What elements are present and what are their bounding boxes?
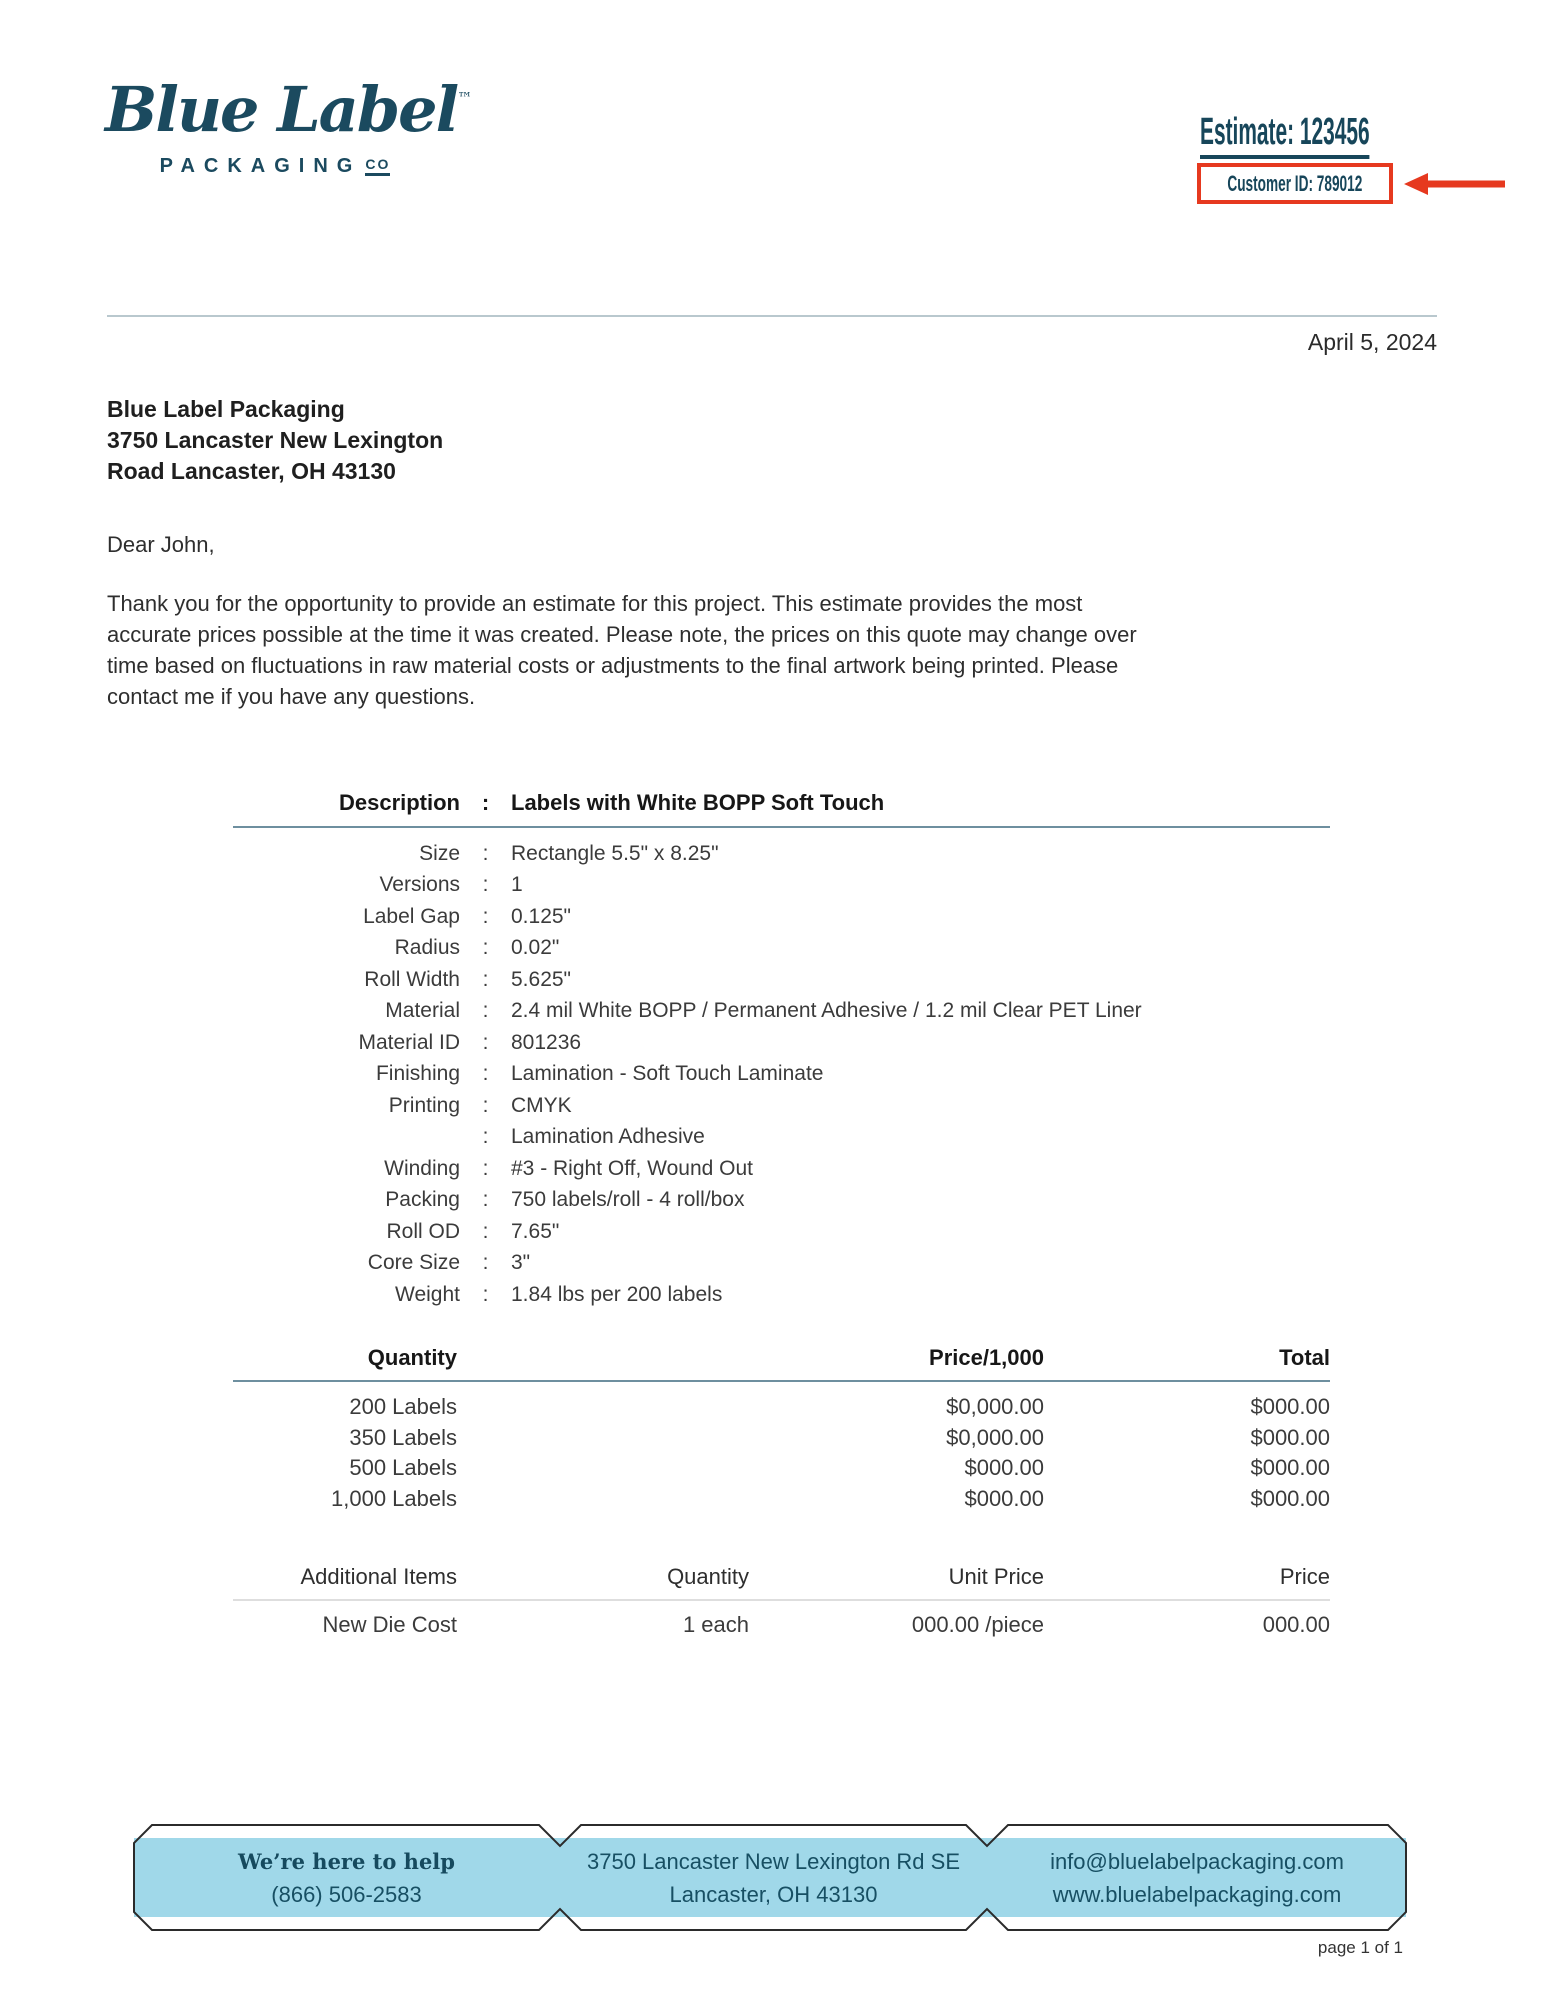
spec-value: #3 - Right Off, Wound Out bbox=[511, 1156, 754, 1180]
pricing-total: $000.00 bbox=[1250, 1424, 1330, 1450]
spec-value: 801236 bbox=[511, 1030, 582, 1054]
pricing-price: $000.00 bbox=[964, 1455, 1044, 1481]
recipient-address-line: Road Lancaster, OH 43130 bbox=[107, 458, 396, 484]
spec-value: 750 labels/roll - 4 roll/box bbox=[511, 1188, 745, 1212]
pricing-total: $000.00 bbox=[1250, 1455, 1330, 1481]
spec-row bbox=[233, 870, 1330, 902]
spec-label: Roll OD bbox=[386, 1219, 460, 1243]
additional-item-unit-price: 000.00 /piece bbox=[911, 1612, 1044, 1637]
footer-help-section bbox=[133, 1845, 560, 1911]
letter-body-line: time based on fluctuations in raw material costs or adjustments to the final artwork being printed. Please bbox=[107, 653, 1119, 678]
footer-address-line1: 3750 Lancaster New Lexington Rd SE bbox=[586, 1849, 960, 1874]
footer-email: info@bluelabelpackaging.com bbox=[1050, 1849, 1344, 1874]
spec-separator: : bbox=[482, 936, 489, 960]
pricing-row bbox=[233, 1453, 1330, 1484]
recipient-address-line: 3750 Lancaster New Lexington bbox=[107, 427, 444, 453]
pricing-total: $000.00 bbox=[1250, 1485, 1330, 1511]
estimate-number-heading bbox=[1200, 112, 1508, 159]
spec-separator: : bbox=[482, 967, 489, 991]
footer-phone: (866) 506-2583 bbox=[271, 1882, 422, 1907]
pricing-quantity: 1,000 Labels bbox=[331, 1485, 457, 1511]
spec-separator: : bbox=[482, 841, 489, 865]
document-date: April 5, 2024 bbox=[1307, 329, 1437, 355]
spec-separator: : bbox=[482, 1062, 489, 1086]
spec-row bbox=[233, 1185, 1330, 1217]
additional-header-price: Price bbox=[1279, 1564, 1330, 1589]
footer-address-section bbox=[560, 1845, 987, 1911]
spec-separator: : bbox=[482, 1188, 489, 1212]
highlight-arrow-icon bbox=[1404, 172, 1505, 196]
spec-label: Radius bbox=[394, 936, 460, 960]
spec-value: 3" bbox=[511, 1251, 531, 1275]
spec-label: Printing bbox=[388, 1093, 460, 1117]
recipient-address bbox=[107, 394, 443, 487]
spec-value: 7.65" bbox=[511, 1219, 560, 1243]
letter-body-line: Thank you for the opportunity to provide an estimate for this project. This estimate provides the most bbox=[107, 591, 1083, 616]
spec-separator: : bbox=[482, 1030, 489, 1054]
spec-value: Rectangle 5.5" x 8.25" bbox=[511, 841, 719, 865]
footer-website: www.bluelabelpackaging.com bbox=[1052, 1882, 1342, 1907]
page-number: page 1 of 1 bbox=[1317, 1938, 1403, 1957]
pricing-price: $000.00 bbox=[964, 1485, 1044, 1511]
spec-value: 5.625" bbox=[511, 967, 572, 991]
footer-help-title: We’re here to help bbox=[238, 1849, 455, 1874]
logo-packaging-text: PACKAGING bbox=[159, 155, 362, 178]
spec-value: 1.84 lbs per 200 labels bbox=[511, 1282, 723, 1306]
spec-separator: : bbox=[482, 999, 489, 1023]
spec-separator: : bbox=[482, 1093, 489, 1117]
additional-header-item: Additional Items bbox=[300, 1564, 457, 1589]
additional-items-header-row bbox=[233, 1564, 1330, 1590]
spec-row bbox=[233, 933, 1330, 965]
logo-co-text: CO bbox=[365, 156, 390, 176]
pricing-row bbox=[233, 1423, 1330, 1454]
additional-header-unit-price: Unit Price bbox=[948, 1564, 1044, 1589]
pricing-price: $0,000.00 bbox=[946, 1424, 1044, 1450]
spec-label: Material bbox=[385, 999, 460, 1023]
pricing-quantity: 500 Labels bbox=[349, 1455, 457, 1481]
header-divider bbox=[107, 315, 1437, 317]
letter-body-line: accurate prices possible at the time it was created. Please note, the prices on this quote may change over bbox=[107, 622, 1137, 647]
additional-item-quantity: 1 each bbox=[682, 1612, 749, 1637]
spec-value: 1 bbox=[511, 873, 523, 897]
spec-row bbox=[233, 1248, 1330, 1280]
spec-label: Winding bbox=[384, 1156, 460, 1180]
recipient-address-line: Blue Label Packaging bbox=[107, 396, 345, 422]
spec-row bbox=[233, 1122, 1330, 1154]
spec-label: Roll Width bbox=[364, 967, 460, 991]
spec-row bbox=[233, 1279, 1330, 1311]
spec-row bbox=[233, 1027, 1330, 1059]
pricing-total: $000.00 bbox=[1250, 1394, 1330, 1420]
spec-row bbox=[233, 901, 1330, 933]
spec-row bbox=[233, 838, 1330, 870]
spec-row bbox=[233, 1153, 1330, 1185]
spec-separator: : bbox=[482, 904, 489, 928]
salutation: Dear John, bbox=[107, 532, 215, 557]
spec-separator: : bbox=[482, 1156, 489, 1180]
spec-row bbox=[233, 964, 1330, 996]
spec-label: Size bbox=[419, 841, 460, 865]
spec-separator: : bbox=[482, 1251, 489, 1275]
spec-separator: : bbox=[482, 873, 489, 897]
customer-id-box bbox=[1197, 163, 1393, 204]
spec-value: Lamination Adhesive bbox=[511, 1125, 705, 1149]
pricing-header-quantity: Quantity bbox=[367, 1345, 457, 1370]
additional-items-divider bbox=[233, 1599, 1330, 1601]
footer-address-line2: Lancaster, OH 43130 bbox=[669, 1882, 878, 1907]
pricing-row bbox=[233, 1484, 1330, 1515]
pricing-quantity: 350 Labels bbox=[349, 1424, 457, 1450]
pricing-header-total: Total bbox=[1279, 1345, 1330, 1370]
spec-value: 0.02" bbox=[511, 936, 560, 960]
spec-value: 0.125" bbox=[511, 904, 572, 928]
description-value: Labels with White BOPP Soft Touch bbox=[511, 790, 885, 815]
spec-value: CMYK bbox=[511, 1093, 572, 1117]
footer-contact-section bbox=[987, 1845, 1407, 1911]
spec-row bbox=[233, 1059, 1330, 1091]
spec-label: Finishing bbox=[375, 1062, 460, 1086]
logo-wordmark bbox=[105, 73, 473, 146]
pricing-header-row bbox=[233, 1345, 1330, 1371]
description-separator: : bbox=[481, 790, 490, 815]
customer-id-text: Customer ID: 789012 bbox=[1227, 170, 1363, 196]
additional-header-quantity: Quantity bbox=[667, 1564, 749, 1589]
spec-value: 2.4 mil White BOPP / Permanent Adhesive / 1.2 mil Clear PET Liner bbox=[511, 999, 1142, 1023]
description-divider bbox=[233, 826, 1330, 828]
spec-label: Label Gap bbox=[363, 904, 460, 928]
spec-row bbox=[233, 1090, 1330, 1122]
spec-row bbox=[233, 996, 1330, 1028]
trademark-symbol: ™ bbox=[457, 89, 473, 107]
pricing-table bbox=[233, 1392, 1330, 1514]
spec-separator: : bbox=[482, 1282, 489, 1306]
additional-items-table bbox=[233, 1610, 1330, 1640]
spec-label: Packing bbox=[385, 1188, 460, 1212]
logo-script-text: Blue Label bbox=[105, 73, 458, 146]
pricing-header-price-per-1000: Price/1,000 bbox=[929, 1345, 1044, 1370]
additional-item-price: 000.00 bbox=[1262, 1612, 1330, 1637]
additional-item-name: New Die Cost bbox=[322, 1612, 457, 1637]
spec-label: Versions bbox=[379, 873, 460, 897]
spec-separator: : bbox=[482, 1125, 489, 1149]
estimate-number-text: Estimate: 123456 bbox=[1200, 112, 1370, 159]
spec-label: Weight bbox=[395, 1282, 460, 1306]
pricing-row bbox=[233, 1392, 1330, 1423]
description-header-row bbox=[233, 790, 1330, 816]
spec-separator: : bbox=[482, 1219, 489, 1243]
pricing-divider bbox=[233, 1380, 1330, 1382]
description-label: Description bbox=[338, 790, 460, 815]
letter-body-line: contact me if you have any questions. bbox=[107, 684, 476, 709]
letter-body bbox=[107, 588, 1137, 712]
spec-label: Material ID bbox=[358, 1030, 460, 1054]
pricing-price: $0,000.00 bbox=[946, 1394, 1044, 1420]
spec-label: Core Size bbox=[367, 1251, 460, 1275]
company-logo bbox=[105, 73, 473, 178]
pricing-quantity: 200 Labels bbox=[349, 1394, 457, 1420]
spec-value: Lamination - Soft Touch Laminate bbox=[511, 1062, 824, 1086]
additional-item-row bbox=[233, 1610, 1330, 1640]
spec-row bbox=[233, 1216, 1330, 1248]
logo-subtitle bbox=[105, 155, 445, 178]
spec-table bbox=[233, 838, 1330, 1311]
